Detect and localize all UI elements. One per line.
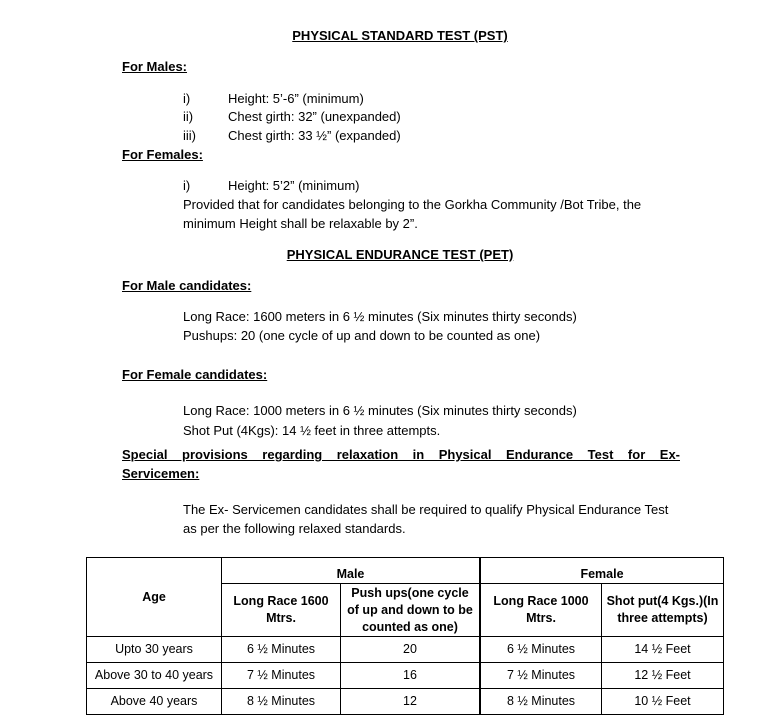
male-candidates-heading: For Male candidates: <box>122 278 252 293</box>
cell: 8 ½ Minutes <box>222 689 341 715</box>
header-male: Male <box>222 558 481 584</box>
cell: 7 ½ Minutes <box>480 663 602 689</box>
proviso-line: Provided that for candidates belonging to the Gorkha Community /Bot Tribe, the <box>183 197 642 212</box>
cell: Above 40 years <box>87 689 222 715</box>
ex-paragraph: The Ex- Servicemen candidates shall be required to qualify Physical Endurance Test <box>183 502 669 517</box>
males-heading: For Males: <box>122 59 188 74</box>
cell: Above 30 to 40 years <box>87 663 222 689</box>
table-row <box>87 689 724 715</box>
proviso-line: minimum Height shall be relaxable by 2”. <box>183 216 418 231</box>
list-num: i) <box>183 178 191 193</box>
table-row <box>87 663 724 689</box>
pet-line: Long Race: 1000 meters in 6 ½ minutes (Six minutes thirty seconds) <box>183 403 577 418</box>
pet-line: Pushups: 20 (one cycle of up and down to be counted as one) <box>183 328 541 343</box>
cell: 12 <box>341 689 481 715</box>
female-candidates-heading: For Female candidates: <box>122 367 268 382</box>
list-item: Chest girth: 32” (unexpanded) <box>228 109 401 124</box>
table-row <box>87 637 724 663</box>
pet-title: PHYSICAL ENDURANCE TEST (PET) <box>286 247 514 262</box>
cell: 7 ½ Minutes <box>222 663 341 689</box>
header-col: Long Race 1000 Mtrs. <box>480 584 602 637</box>
pet-line: Shot Put (4Kgs): 14 ½ feet in three attempts. <box>183 423 441 438</box>
cell: Upto 30 years <box>87 637 222 663</box>
list-item: Chest girth: 33 ½” (expanded) <box>228 128 401 143</box>
header-col: Shot put(4 Kgs.)(In three attempts) <box>602 584 724 637</box>
relaxed-standards-table <box>86 557 724 715</box>
header-female: Female <box>480 558 724 584</box>
ex-paragraph: as per the following relaxed standards. <box>183 521 406 536</box>
ex-heading: Special provisions regarding relaxation in Physical Endurance Test for Ex- <box>122 447 680 462</box>
header-col: Long Race 1600 Mtrs. <box>222 584 341 637</box>
list-num: iii) <box>183 128 196 143</box>
cell: 16 <box>341 663 481 689</box>
pet-line: Long Race: 1600 meters in 6 ½ minutes (Six minutes thirty seconds) <box>183 309 577 324</box>
list-num: ii) <box>183 109 194 124</box>
females-heading: For Females: <box>122 147 203 162</box>
header-age: Age <box>87 558 222 637</box>
cell: 6 ½ Minutes <box>480 637 602 663</box>
ex-heading-2: Servicemen: <box>122 466 200 481</box>
list-num: i) <box>183 91 191 106</box>
header-col: Push ups(one cycle of up and down to be counted as one) <box>341 584 481 637</box>
cell: 8 ½ Minutes <box>480 689 602 715</box>
cell: 10 ½ Feet <box>602 689 724 715</box>
cell: 6 ½ Minutes <box>222 637 341 663</box>
cell: 12 ½ Feet <box>602 663 724 689</box>
list-item: Height: 5’-6” (minimum) <box>228 91 364 106</box>
cell: 14 ½ Feet <box>602 637 724 663</box>
pst-title: PHYSICAL STANDARD TEST (PST) <box>292 28 508 43</box>
list-item: Height: 5’2” (minimum) <box>228 178 360 193</box>
cell: 20 <box>341 637 481 663</box>
